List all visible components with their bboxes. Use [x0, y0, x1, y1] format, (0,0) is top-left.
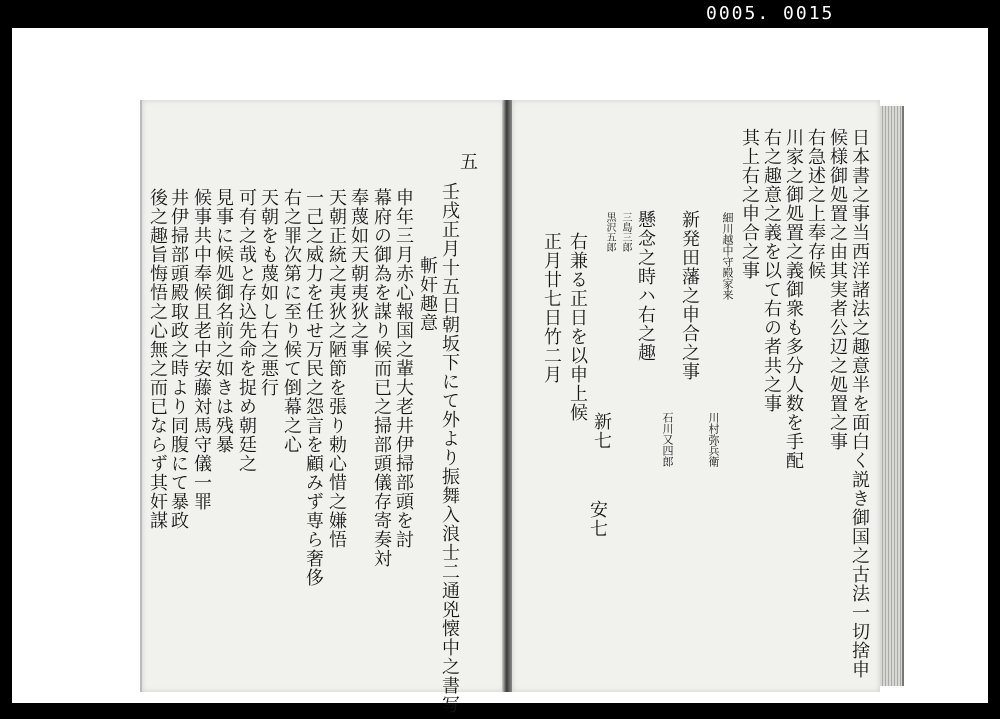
text-column: 幕府の御為を謀り候而已之掃部頭儀存寄奏対: [371, 188, 392, 568]
text-column: 斬奸趣意: [417, 256, 438, 332]
text-column: 候事共中奉候且老中安藤対馬守儀一罪: [191, 188, 212, 511]
text-column: 一己之威力を任せ万民之怨言を顧みず専ら奢侈: [303, 188, 324, 587]
text-column: 井伊掃部頭殿取政之時より同腹にて暴政: [168, 188, 189, 530]
text-column: 右兼る正日を以申上候: [567, 232, 588, 422]
page-number: 五: [460, 152, 478, 173]
text-column: 可有之哉と存込先命を捉め朝廷之: [236, 188, 257, 473]
frame-number: 0005. 0015: [706, 3, 835, 24]
text-column: 候様御処置之由其実者公辺之処置之事: [827, 128, 848, 451]
text-column: 川家之御処置之義御衆も多分人数を手配: [783, 128, 804, 470]
text-column: 右之罪次第に至り候て倒幕之心: [281, 188, 302, 454]
annotation-note: 川村弥兵衛: [707, 412, 720, 467]
right-page: [512, 100, 880, 692]
text-column: 見事に候処御名前之如きは残暴: [213, 188, 234, 454]
photo-mount: [12, 28, 988, 714]
text-column: 其上右之申合之事: [739, 128, 760, 280]
annotation-note: 三島三郎: [620, 212, 631, 252]
open-book: [140, 100, 902, 714]
text-column: 右急述之上奉存候: [805, 128, 826, 280]
annotation-note: 黒沢五郎: [604, 212, 615, 252]
text-column: 新発田藩之申合之事: [679, 210, 700, 381]
text-column: 懸念之時ハ右之趣: [635, 210, 656, 362]
left-page: [140, 100, 504, 714]
annotation-note: 細川越中守殿家来: [721, 212, 734, 300]
text-column: 壬戌正月十五日朝坂下にて外より振舞入浪士二通兇懐中之書写: [439, 182, 460, 714]
text-column: 正月廿七日竹二月: [541, 232, 562, 384]
text-column: 右之趣意之義を以て右の者共之事: [761, 128, 782, 413]
book-gutter: [502, 100, 512, 692]
text-column: 天朝正統之夷狄之陋節を張り勅心惜之嫌悟: [326, 188, 347, 549]
text-column: 奉蔑如天朝夷狄之事: [348, 188, 369, 359]
annotation-note: 石川又四郎: [661, 412, 674, 467]
text-column: 日本書之事当西洋諸法之趣意半を面白く説き御国之古法一切捨申: [849, 128, 870, 679]
text-column: 後之趣旨悔悟之心無之而已ならず其奸謀: [147, 188, 168, 530]
text-column: 申年三月赤心報国之輩大老井伊掃部頭を討: [393, 188, 414, 549]
text-column: 天朝をも蔑如し右之悪行: [258, 188, 279, 397]
signature-name: 新七: [591, 412, 612, 450]
page-edges: [880, 106, 904, 686]
signature-name: 安七: [587, 500, 608, 538]
